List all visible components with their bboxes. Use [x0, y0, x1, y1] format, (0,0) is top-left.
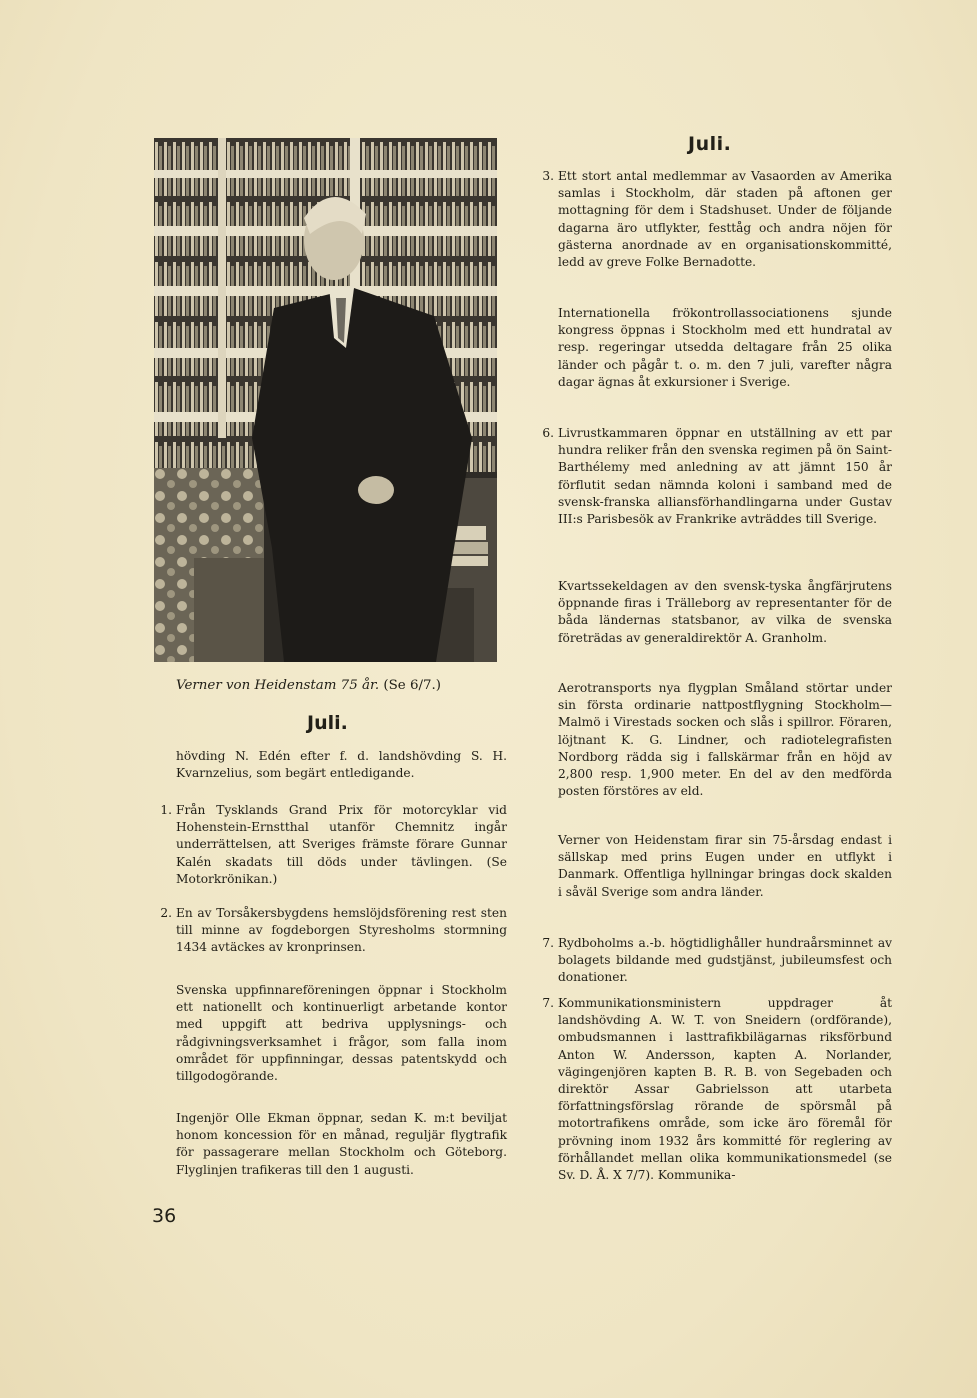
entry-kommunikation: [534, 995, 892, 1184]
entry-livrustkammaren: [534, 425, 892, 528]
entry-text: Rydboholms a.-b. högtidlighåller hundraårsminnet av bolagets bildande med gudstjänst, jubileumsfest och donationer.: [558, 936, 892, 985]
entry-day: 2.: [160, 906, 172, 920]
entry-text: Svenska uppfinnareföreningen öppnar i Stockholm ett nationellt och kontinuerligt arbetande kontor med uppgift att bedriva upplysnings- och rådgivningsverksamhet i frågor, som falla inom området för uppfinningar, dessas patentskydd och tillgodogörande.: [176, 983, 507, 1084]
entry-fargrute: [534, 578, 892, 647]
entry-text: Verner von Heidenstam firar sin 75-årsdag endast i sällskap med prins Eugen under en utflykt i Danmark. Offentliga hyllningar bringas dock skalden i såväl Sverige som andra länder.: [558, 833, 892, 899]
entry-text: Kvartssekeldagen av den svensk-tyska ångfärjrutens öppnande firas i Trälleborg av representanter för de båda ländernas statsbanor, av vilka de svenska företrädas av generaldirektör A. Granholm.: [558, 579, 892, 645]
entry-day: 6.: [542, 426, 554, 440]
entry-frokontroll: [534, 305, 892, 391]
entry-heidenstam: [534, 832, 892, 901]
entry-grandprix: [152, 802, 507, 888]
caption-name: Verner von Heidenstam 75 år.: [176, 678, 380, 693]
entry-text: Ett stort antal medlemmar av Vasaorden av Amerika samlas i Stockholm, där staden på aftonen ger mottagning för dem i Stadshuset. Under de följande dagarna äro utflykter, festtåg och andra nöjen för gästerna anordnade av en organisationskommitté, ledd av greve Folke Bernadotte.: [558, 169, 892, 270]
entry-text: Ingenjör Olle Ekman öppnar, sedan K. m:t beviljat honom koncession för en månad, reguljär flygtrafik för passagerare mellan Stockholm och Göteborg. Flyglinjen trafikeras till den 1 augusti.: [176, 1111, 507, 1177]
entry-day: 7.: [542, 936, 554, 950]
entry-text: En av Torsåkersbygdens hemslöjdsförening rest sten till minne av fogdeborgen Styresholms stormning 1434 avtäckes av kronprinsen.: [176, 906, 507, 955]
entry-day: 1.: [160, 803, 172, 817]
entry-uppfinnare: [152, 982, 507, 1085]
entry-flygplan: [534, 680, 892, 800]
month-heading-left: Juli.: [307, 712, 348, 734]
portrait-photo: [154, 138, 497, 662]
entry-day: 3.: [542, 169, 554, 183]
caption-reference: (Se 6/7.): [383, 678, 442, 693]
month-heading-right: Juli.: [688, 133, 732, 155]
entry-text: Internationella frökontrollassociationens sjunde kongress öppnas i Stockholm med ett hundratal av resp. regeringar utsedda deltagare från 25 olika länder och pågår t. o. m. den 7 juli, varefter några dagar ägnas åt exkursioner i Sverige.: [558, 306, 892, 389]
entry-text: hövding N. Edén efter f. d. landshövding S. H. Kvarnzelius, som begärt entledigande.: [176, 749, 507, 781]
entry-text: Livrustkammaren öppnar en utställning av ett par hundra reliker från den svenska regimen på ön Saint-Barthélemy med anledning av att jämnt 150 år förflutit sedan nämnda koloni i samband med de svensk-franska alliansförhandlingarna under Gustav III:s Parisbesök av Frankrike avträddes till Sverige.: [558, 426, 892, 527]
entry-day: 7.: [542, 996, 554, 1010]
entry-rydboholm: [534, 935, 892, 987]
entry-text: Kommunikationsministern uppdrager åt landshövding A. W. T. von Sneidern (ordförande), ombudsmannen i lasttrafikbilägarnas riksförbund Anton W. Andersson, kapten A. Norlander, vägingenjören kapten B. R. B. von Segebaden och direktör Assar Gabrielsson att utarbeta författningsförslag rörande de spörsmål på motortrafikens område, som icke äro föremål för prövning inom 1932 års kommitté för reglering av förhållandet mellan olika kommunikationsmedel (se Sv. D. Å. X 7/7). Kommunika-: [558, 996, 892, 1183]
page-number: 36: [152, 1205, 177, 1227]
entry-landshovding: [152, 748, 507, 782]
portrait-illustration: [154, 138, 497, 662]
entry-text: Aerotransports nya flygplan Småland störtar under sin första ordinarie nattpostflygning Stockholm—Malmö i Virestads socken och slås i spillror. Föraren, löjtnant K. G. Lindner, och radiotelegrafisten Nordborg rädda sig i fallskärmar från en höjd av 2,800 resp. 1,900 meter. En del av den medförda posten förstöres av eld.: [558, 681, 892, 799]
entry-flygtrafik: [152, 1110, 507, 1179]
entry-text: Från Tysklands Grand Prix för motorcyklar vid Hohenstein-Ernstthal utanför Chemnitz ingår underrättelsen, att Sveriges främste förare Gunnar Kalén skadats till döds under tävlingen. (Se Motorkrönikan.): [176, 803, 507, 886]
entry-vasaorden: [534, 168, 892, 271]
entry-torsaker: [152, 905, 507, 957]
photo-caption: [176, 678, 441, 693]
